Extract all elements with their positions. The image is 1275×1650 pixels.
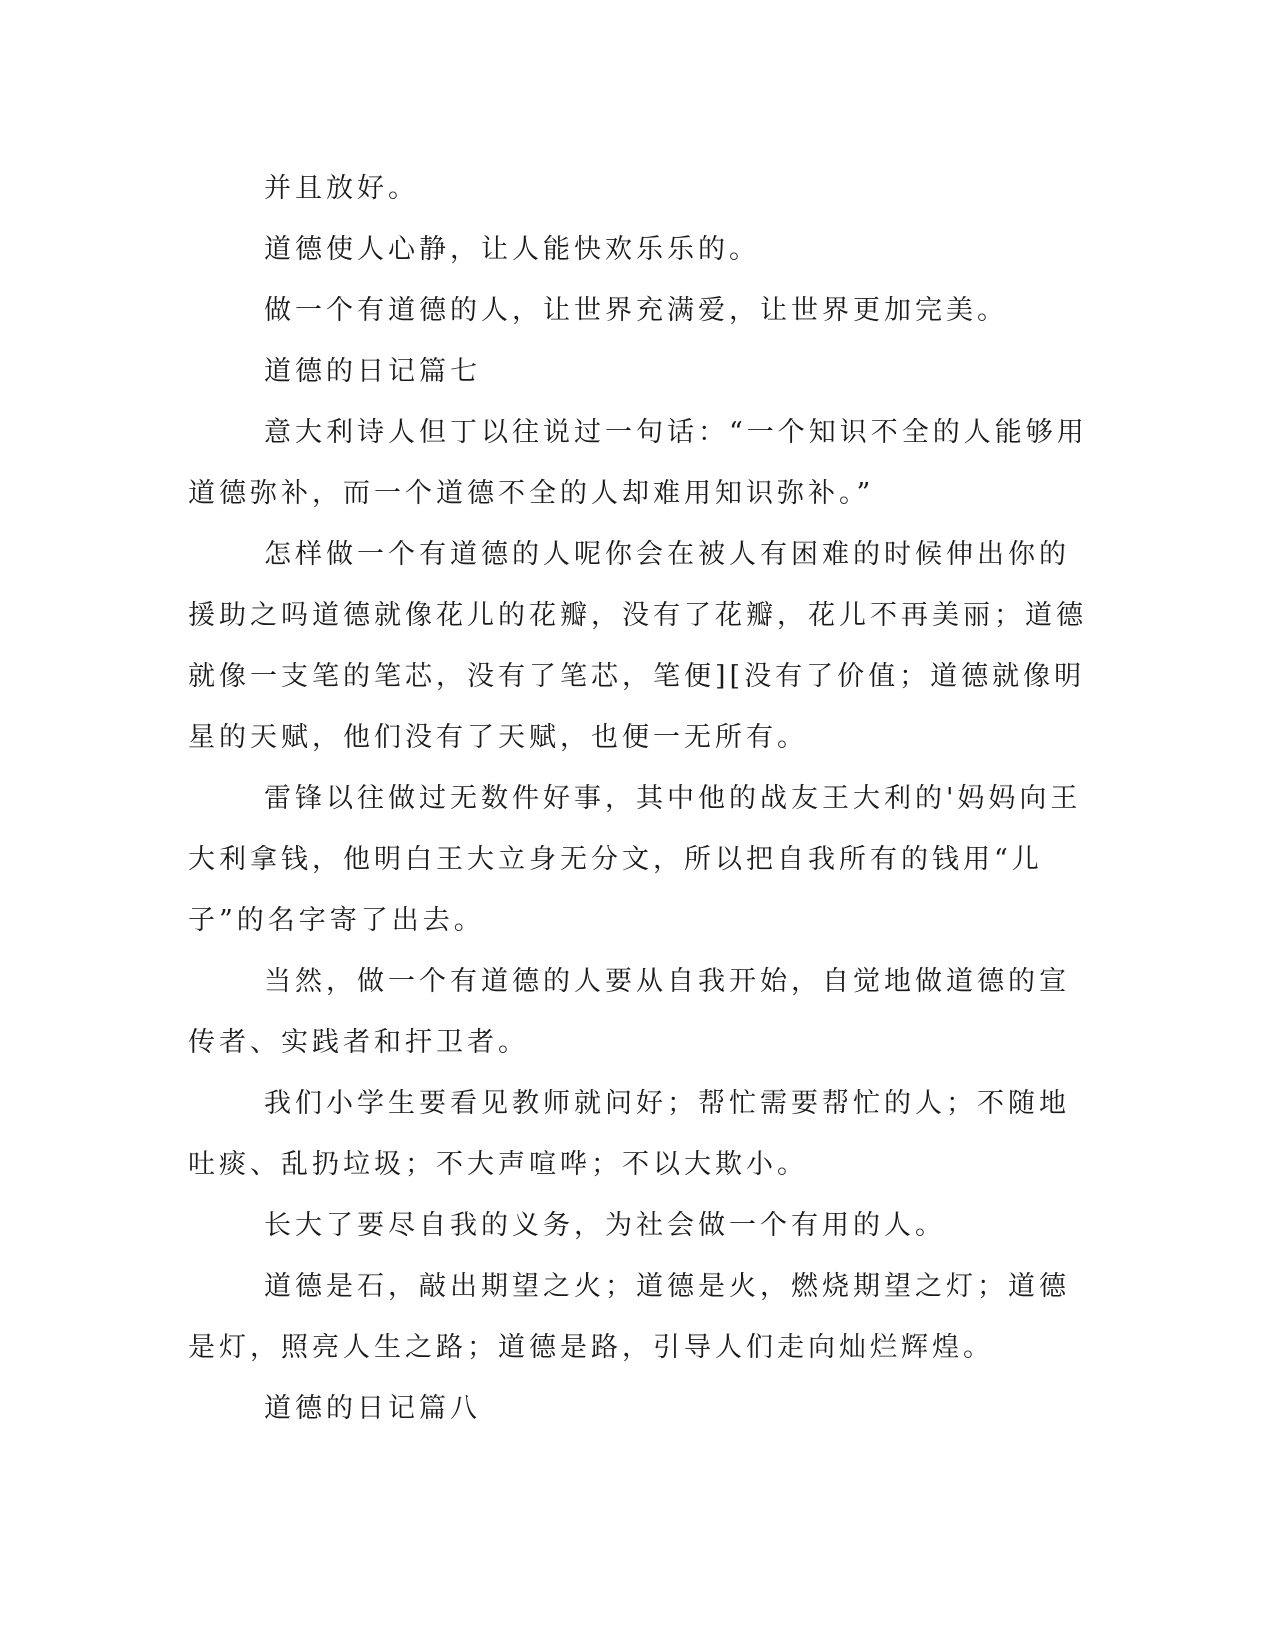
section-heading: 道德的日记篇七 [264,356,481,387]
paragraph: 道德使人心静，让人能快欢乐乐的。 [264,234,760,265]
paragraph: 雷锋以往做过无数件好事，其中他的战友王大利的'妈妈向王大利拿钱，他明白王大立身无分文，所以把自我所有的钱用“儿子”的名字寄了出去。 [188,783,1082,936]
paragraph: 做一个有道德的人，让世界充满爱，让世界更加完美。 [264,295,1008,326]
paragraph: 道德是石，敲出期望之火；道德是火，燃烧期望之灯；道德是灯，照亮人生之路；道德是路，引导人们走向灿烂辉煌。 [188,1271,1070,1363]
paragraph: 意大利诗人但丁以往说过一句话：“一个知识不全的人能够用道德弥补，而一个道德不全的人却难用知识弥补。” [188,417,1088,509]
paragraph: 怎样做一个有道德的人呢你会在被人有困难的时候伸出你的援助之吗道德就像花儿的花瓣，没有了花瓣，花儿不再美丽；道德就像一支笔的笔芯，没有了笔芯，笔便][没有了价值；道德就像明星的天赋，他们没有了天赋，也便一无所有。 [188,539,1087,753]
section-heading: 道德的日记篇八 [264,1393,481,1424]
paragraph: 长大了要尽自我的义务，为社会做一个有用的人。 [264,1210,946,1241]
paragraph: 我们小学生要看见教师就问好；帮忙需要帮忙的人；不随地吐痰、乱扔垃圾；不大声喧哗；不以大欺小。 [188,1088,1070,1180]
document-body [188,158,1088,1439]
paragraph: 当然，做一个有道德的人要从自我开始，自觉地做道德的宣传者、实践者和扞卫者。 [188,966,1070,1058]
paragraph: 并且放好。 [264,173,419,204]
